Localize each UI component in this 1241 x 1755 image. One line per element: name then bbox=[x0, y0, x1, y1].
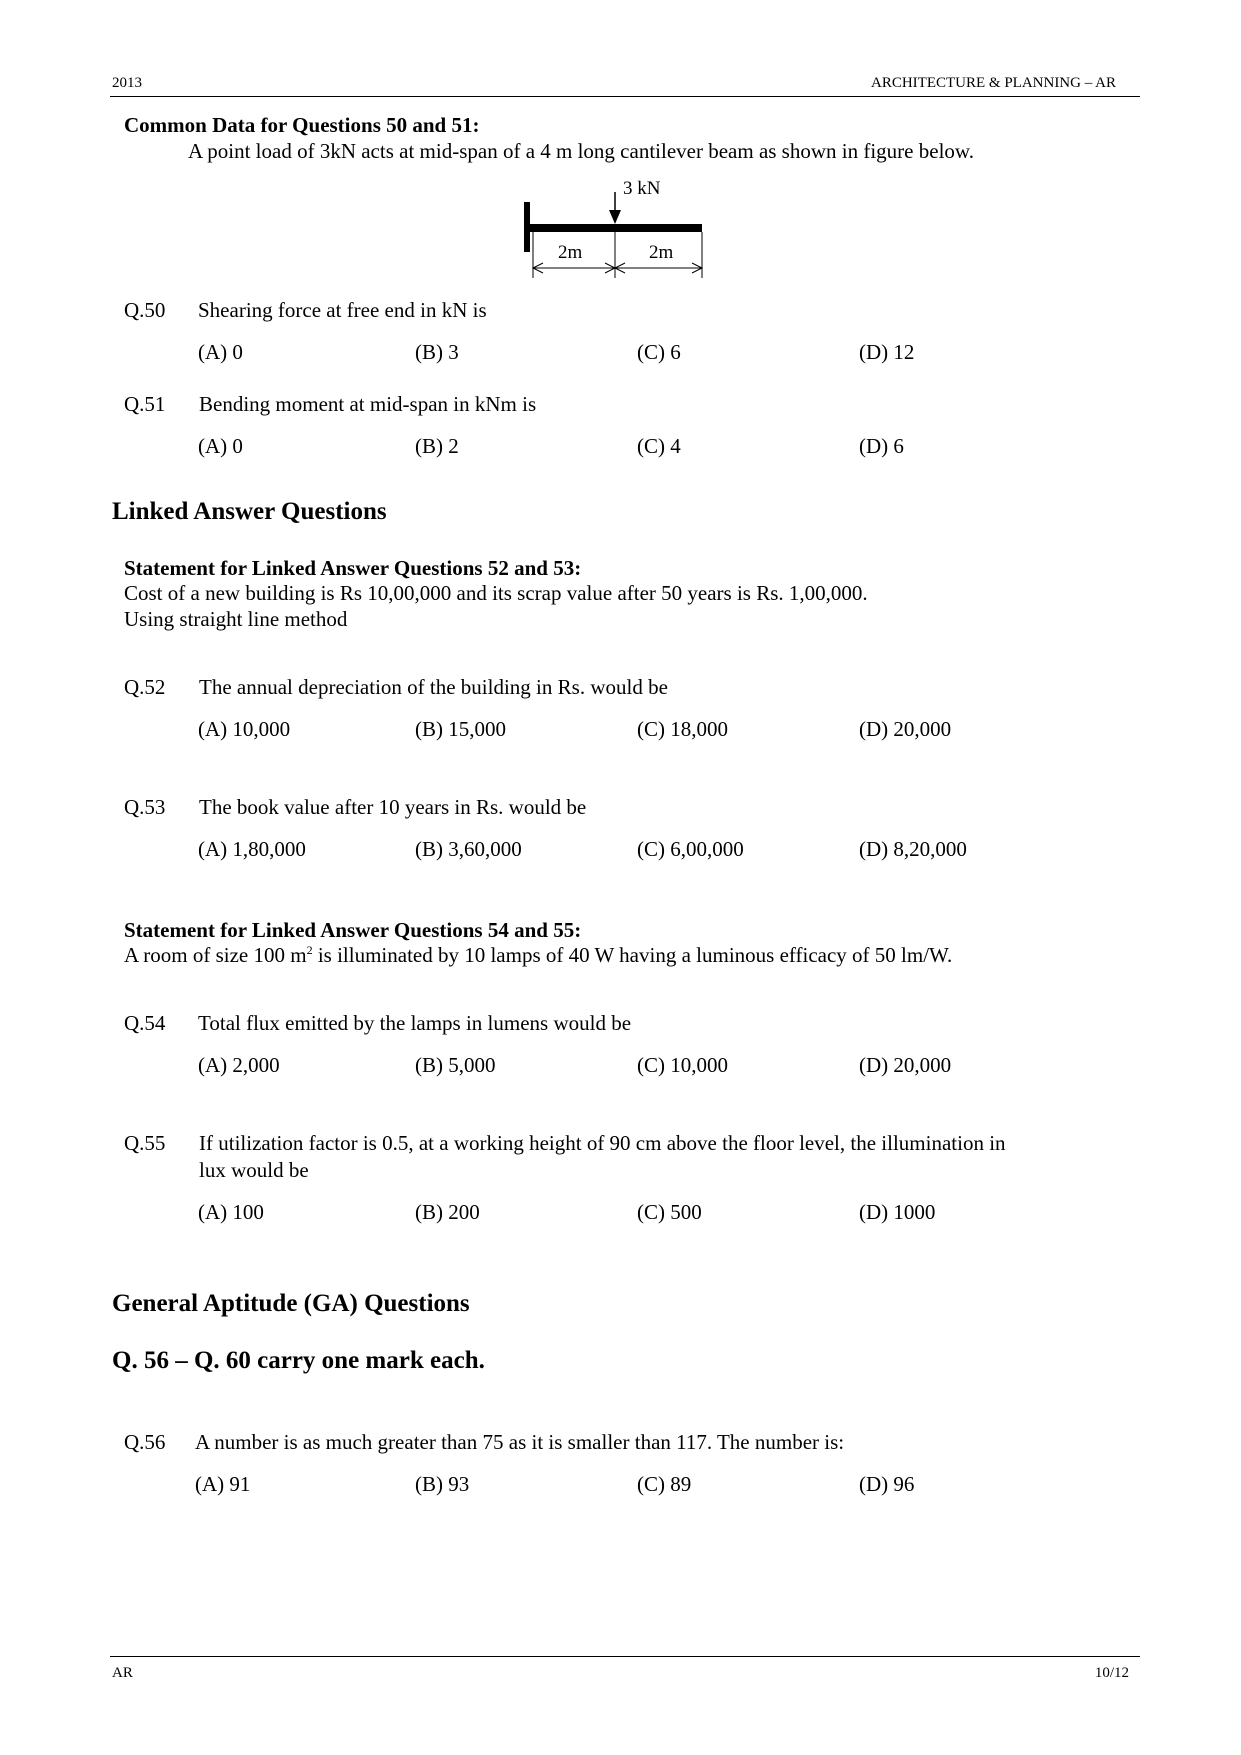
q56-number: Q.56 bbox=[124, 1430, 166, 1454]
q50-number: Q.50 bbox=[124, 298, 166, 322]
footer-rule bbox=[110, 1656, 1140, 1657]
q53-option-b: (B) 3,60,000 bbox=[415, 837, 522, 861]
ga-marks-heading: Q. 56 – Q. 60 carry one mark each. bbox=[112, 1347, 485, 1374]
q52-option-a: (A) 10,000 bbox=[198, 717, 291, 741]
stmt-52-53-line2: Using straight line method bbox=[124, 607, 348, 631]
q54-text: Total flux emitted by the lamps in lumens would be bbox=[198, 1011, 632, 1035]
q53-option-d: (D) 8,20,000 bbox=[859, 837, 967, 861]
q51-text: Bending moment at mid-span in kNm is bbox=[199, 392, 537, 416]
span-left-label: 2m bbox=[558, 242, 583, 263]
stmt-52-53-line1: Cost of a new building is Rs 10,00,000 and its scrap value after 50 years is Rs. 1,00,000. bbox=[124, 581, 868, 605]
common-data-title: Common Data for Questions 50 and 51: bbox=[124, 113, 480, 137]
q56-option-a: (A) 91 bbox=[195, 1472, 251, 1496]
q51-option-a: (A) 0 bbox=[198, 434, 243, 458]
cantilever-beam-figure bbox=[515, 172, 715, 282]
span-right-label: 2m bbox=[649, 242, 674, 263]
q50-option-c: (C) 6 bbox=[637, 340, 681, 364]
q52-number: Q.52 bbox=[124, 675, 166, 699]
q55-option-a: (A) 100 bbox=[198, 1200, 264, 1224]
load-arrow-head bbox=[609, 210, 621, 224]
header-rule bbox=[110, 96, 1140, 97]
q55-number: Q.55 bbox=[124, 1131, 166, 1155]
q52-option-d: (D) 20,000 bbox=[859, 717, 952, 741]
q53-text: The book value after 10 years in Rs. would be bbox=[199, 795, 587, 819]
q54-number: Q.54 bbox=[124, 1011, 166, 1035]
q55-text-line1: If utilization factor is 0.5, at a working height of 90 cm above the floor level, the illumination in bbox=[199, 1131, 1006, 1155]
header-subject: ARCHITECTURE & PLANNING – AR bbox=[870, 75, 1116, 91]
q53-number: Q.53 bbox=[124, 795, 166, 819]
fixed-support bbox=[524, 202, 530, 252]
q51-number: Q.51 bbox=[124, 392, 166, 416]
q54-option-d: (D) 20,000 bbox=[859, 1053, 952, 1077]
beam bbox=[530, 224, 702, 232]
header-year: 2013 bbox=[112, 75, 142, 91]
q53-option-a: (A) 1,80,000 bbox=[198, 837, 306, 861]
q51-option-c: (C) 4 bbox=[637, 434, 681, 458]
stmt-52-53-title: Statement for Linked Answer Questions 52 and 53: bbox=[124, 556, 582, 580]
q50-option-b: (B) 3 bbox=[415, 340, 459, 364]
q51-option-b: (B) 2 bbox=[415, 434, 459, 458]
ga-heading: General Aptitude (GA) Questions bbox=[112, 1290, 470, 1317]
q56-option-c: (C) 89 bbox=[637, 1472, 692, 1496]
stmt-54-55-text-b: is illuminated by 10 lamps of 40 W having a luminous efficacy of 50 lm/W. bbox=[312, 943, 953, 967]
q56-option-d: (D) 96 bbox=[859, 1472, 915, 1496]
q54-option-b: (B) 5,000 bbox=[415, 1053, 496, 1077]
q52-text: The annual depreciation of the building in Rs. would be bbox=[199, 675, 668, 699]
q56-option-b: (B) 93 bbox=[415, 1472, 470, 1496]
q55-option-d: (D) 1000 bbox=[859, 1200, 936, 1224]
q55-option-c: (C) 500 bbox=[637, 1200, 702, 1224]
q52-option-c: (C) 18,000 bbox=[637, 717, 728, 741]
footer-page-number: 10/12 bbox=[1094, 1665, 1129, 1681]
q55-option-b: (B) 200 bbox=[415, 1200, 480, 1224]
q54-option-a: (A) 2,000 bbox=[198, 1053, 280, 1077]
footer-code: AR bbox=[112, 1665, 133, 1681]
q51-option-d: (D) 6 bbox=[859, 434, 904, 458]
load-label: 3 kN bbox=[623, 178, 661, 199]
stmt-54-55-text-a: A room of size 100 m bbox=[124, 943, 307, 967]
q52-option-b: (B) 15,000 bbox=[415, 717, 506, 741]
q53-option-c: (C) 6,00,000 bbox=[637, 837, 744, 861]
linked-answer-heading: Linked Answer Questions bbox=[112, 498, 387, 525]
q56-text: A number is as much greater than 75 as it is smaller than 117. The number is: bbox=[195, 1430, 845, 1454]
q50-option-a: (A) 0 bbox=[198, 340, 243, 364]
q54-option-c: (C) 10,000 bbox=[637, 1053, 728, 1077]
stmt-54-55-title: Statement for Linked Answer Questions 54 and 55: bbox=[124, 918, 582, 942]
q55-text-line2: lux would be bbox=[199, 1158, 309, 1182]
stmt-54-55-text bbox=[124, 943, 952, 968]
stmt-54-55-superscript: 2 bbox=[306, 943, 313, 957]
common-data-text: A point load of 3kN acts at mid-span of a 4 m long cantilever beam as shown in figure below. bbox=[188, 139, 974, 163]
q50-option-d: (D) 12 bbox=[859, 340, 915, 364]
q50-text: Shearing force at free end in kN is bbox=[198, 298, 487, 322]
